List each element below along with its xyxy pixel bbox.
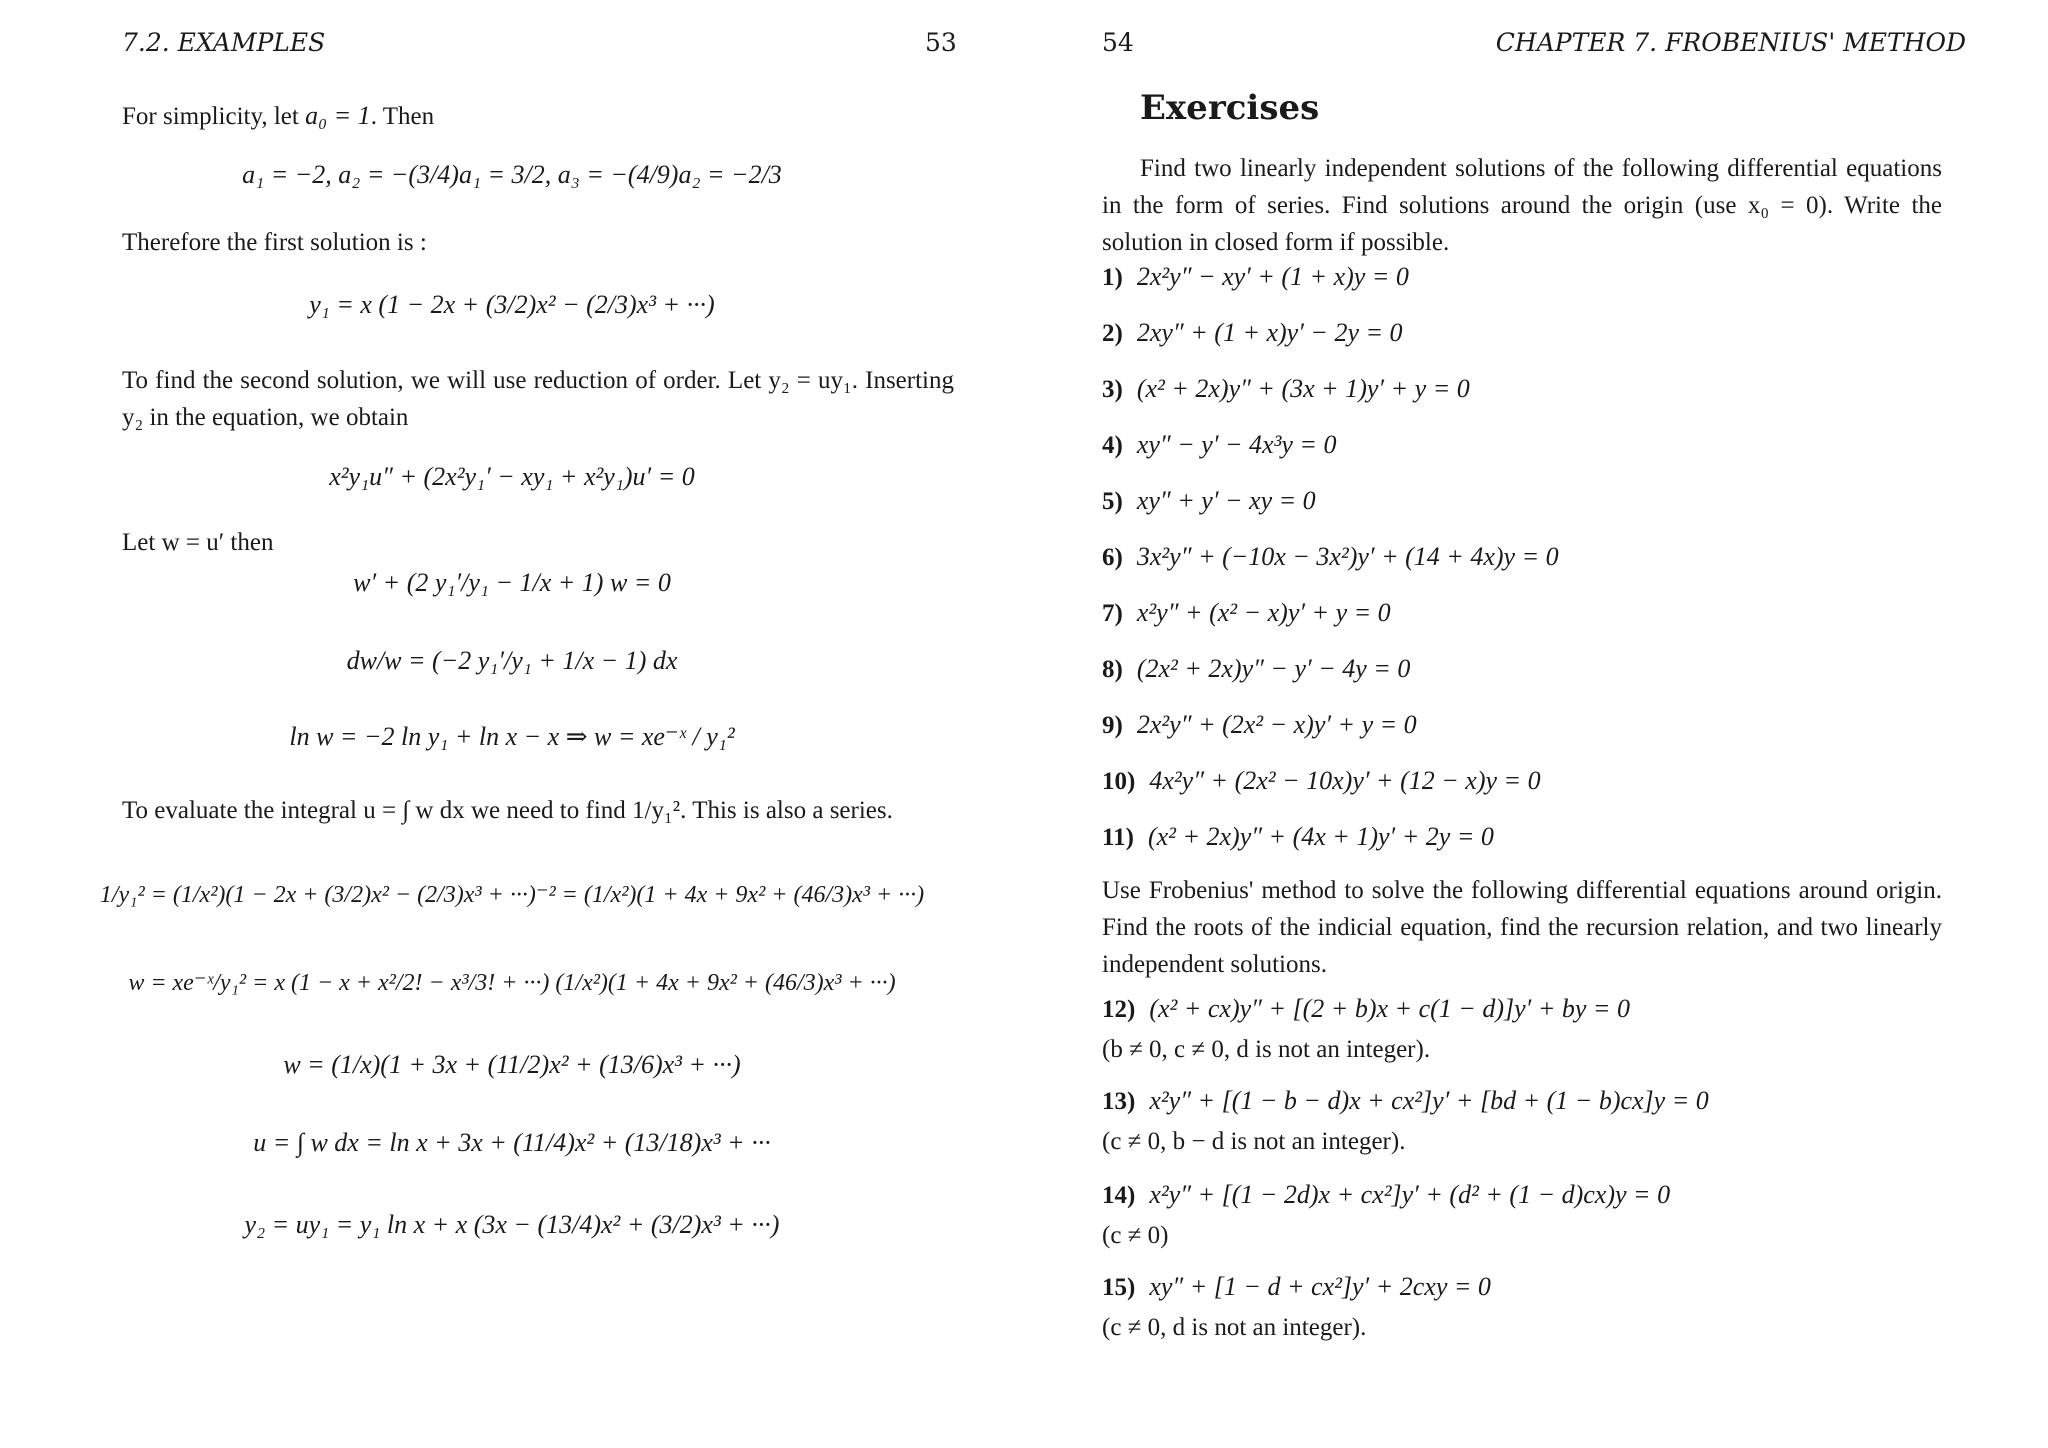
equation-reduced: x²y₁u″ + (2x²y₁′ − xy₁ + x²y₁)u′ = 0 bbox=[329, 462, 695, 491]
exercise-equation: (2x² + 2x)y″ − y′ − 4y = 0 bbox=[1136, 654, 1411, 683]
exercise-equation: (x² + cx)y″ + [(2 + b)x + c(1 − d)]y′ + by = 0 bbox=[1149, 994, 1630, 1023]
exercise-number: 15) bbox=[1102, 1274, 1136, 1301]
exercise-condition: (b ≠ 0, c ≠ 0, d is not an integer). bbox=[1102, 1036, 1431, 1063]
exercise-item bbox=[1102, 1176, 1670, 1254]
exercise-number: 10) bbox=[1102, 768, 1136, 795]
exercise-number: 3) bbox=[1102, 376, 1123, 403]
paragraph-exercise-intro: Find two linearly independent solutions of the following differential equations in the form of series. Find solutions around the origin (use x₀ = 0). Write the solution in closed form if possible. bbox=[1102, 155, 1942, 256]
exercise-number: 2) bbox=[1102, 320, 1123, 347]
exercise-number: 8) bbox=[1102, 656, 1123, 683]
exercise-item bbox=[1102, 486, 1316, 516]
exercise-item bbox=[1102, 710, 1417, 740]
equation-u: u = ∫ w dx = ln x + 3x + (11/4)x² + (13/18)x³ + ··· bbox=[253, 1128, 771, 1157]
exercise-item bbox=[1102, 766, 1541, 796]
running-header-chapter: CHAPTER 7. FROBENIUS' METHOD bbox=[1495, 28, 1966, 57]
exercise-condition: (c ≠ 0) bbox=[1102, 1222, 1169, 1249]
exercise-item bbox=[1102, 990, 1630, 1068]
exercise-number: 1) bbox=[1102, 264, 1123, 291]
section-title-exercises: Exercises bbox=[1140, 88, 1320, 128]
paragraph-reduction: To find the second solution, we will use reduction of order. Let y₂ = uy₁. Inserting y₂ in the equation, we obtain bbox=[122, 367, 954, 431]
text-simplicity-suffix: . Then bbox=[370, 103, 435, 130]
exercise-number: 6) bbox=[1102, 544, 1123, 571]
exercise-condition: (c ≠ 0, b − d is not an integer). bbox=[1102, 1128, 1406, 1155]
exercise-line bbox=[1102, 990, 1630, 1031]
exercise-item bbox=[1102, 598, 1391, 628]
exercise-item bbox=[1102, 1082, 1709, 1160]
exercise-number: 11) bbox=[1102, 824, 1134, 851]
paragraph-frobenius-intro: Use Frobenius' method to solve the following differential equations around origin. Find the roots of the indicial equation, find the recursion relation, and two linearly independent solutions. bbox=[1102, 877, 1942, 978]
exercise-line bbox=[1102, 1176, 1670, 1217]
exercise-equation: xy″ + y′ − xy = 0 bbox=[1136, 486, 1316, 515]
exercise-item bbox=[1102, 374, 1470, 404]
line-simplicity bbox=[122, 100, 434, 132]
exercise-item bbox=[1102, 654, 1410, 684]
equation-y2: y₂ = uy₁ = y₁ ln x + x (3x − (13/4)x² + (3/2)x³ + ···) bbox=[244, 1210, 780, 1239]
exercise-equation: xy″ + [1 − d + cx²]y′ + 2cxy = 0 bbox=[1149, 1272, 1491, 1301]
exercise-equation: 2x²y″ + (2x² − x)y′ + y = 0 bbox=[1136, 710, 1417, 739]
exercise-item bbox=[1102, 318, 1403, 348]
exercise-equation: 4x²y″ + (2x² − 10x)y′ + (12 − x)y = 0 bbox=[1149, 766, 1541, 795]
exercise-condition: (c ≠ 0, d is not an integer). bbox=[1102, 1314, 1367, 1341]
exercise-line bbox=[1102, 1082, 1709, 1123]
exercise-number: 9) bbox=[1102, 712, 1123, 739]
equation-w-series: w = (1/x)(1 + 3x + (11/2)x² + (13/6)x³ + ···) bbox=[283, 1050, 741, 1079]
exercise-equation: 2x²y″ − xy′ + (1 + x)y = 0 bbox=[1136, 262, 1409, 291]
running-header-section: 7.2. EXAMPLES bbox=[122, 28, 326, 57]
exercise-item bbox=[1102, 262, 1409, 292]
equation-inverse-y1-squared: 1/y₁² = (1/x²)(1 − 2x + (3/2)x² − (2/3)x³ + ···)⁻² = (1/x²)(1 + 4x + 9x² + (46/3)x³ + ···) bbox=[99, 882, 925, 908]
line-first-solution: Therefore the first solution is : bbox=[122, 229, 427, 256]
exercise-number: 7) bbox=[1102, 600, 1123, 627]
equation-ln: ln w = −2 ln y₁ + ln x − x ⇒ w = xe⁻ˣ / y₁² bbox=[289, 722, 735, 751]
exercise-number: 13) bbox=[1102, 1088, 1136, 1115]
exercise-item bbox=[1102, 822, 1494, 852]
exercise-item bbox=[1102, 430, 1336, 460]
exercise-item bbox=[1102, 542, 1559, 572]
exercise-number: 5) bbox=[1102, 488, 1123, 515]
page-number-right: 54 bbox=[1102, 28, 1134, 57]
exercise-equation: x²y″ + [(1 − 2d)x + cx²]y′ + (d² + (1 − d)cx)y = 0 bbox=[1149, 1180, 1671, 1209]
exercise-equation: (x² + 2x)y″ + (4x + 1)y′ + 2y = 0 bbox=[1147, 822, 1494, 851]
exercise-number: 12) bbox=[1102, 996, 1136, 1023]
equation-coefficients: a₁ = −2, a₂ = −(3/4)a₁ = 3/2, a₃ = −(4/9)a₂ = −2/3 bbox=[242, 160, 782, 189]
exercise-equation: 3x²y″ + (−10x − 3x²)y′ + (14 + 4x)y = 0 bbox=[1136, 542, 1559, 571]
equation-dw: dw/w = (−2 y₁′/y₁ + 1/x − 1) dx bbox=[346, 646, 678, 675]
text-simplicity-prefix: For simplicity, let bbox=[122, 103, 306, 130]
exercise-line bbox=[1102, 1268, 1491, 1309]
exercise-equation: (x² + 2x)y″ + (3x + 1)y′ + y = 0 bbox=[1136, 374, 1470, 403]
line-integral: To evaluate the integral u = ∫ w dx we need to find 1/y₁². This is also a series. bbox=[122, 797, 893, 824]
exercise-equation: 2xy″ + (1 + x)y′ − 2y = 0 bbox=[1136, 318, 1403, 347]
equation-y1: y₁ = x (1 − 2x + (3/2)x² − (2/3)x³ + ···) bbox=[309, 290, 715, 319]
equation-w-product: w = xe⁻ˣ/y₁² = x (1 − x + x²/2! − x³/3! + ···) (1/x²)(1 + 4x + 9x² + (46/3)x³ + ···) bbox=[128, 970, 896, 996]
exercise-item bbox=[1102, 1268, 1491, 1346]
exercise-equation: xy″ − y′ − 4x³y = 0 bbox=[1136, 430, 1337, 459]
line-let-w: Let w = u′ then bbox=[122, 529, 274, 556]
math-a0: a₀ = 1 bbox=[305, 101, 371, 130]
page-number-left: 53 bbox=[925, 28, 957, 57]
exercise-number: 4) bbox=[1102, 432, 1123, 459]
exercise-number: 14) bbox=[1102, 1182, 1136, 1209]
exercise-equation: x²y″ + (x² − x)y′ + y = 0 bbox=[1136, 598, 1391, 627]
exercise-equation: x²y″ + [(1 − b − d)x + cx²]y′ + [bd + (1 − b)cx]y = 0 bbox=[1149, 1086, 1709, 1115]
equation-w-prime: w′ + (2 y₁′/y₁ − 1/x + 1) w = 0 bbox=[353, 568, 671, 597]
